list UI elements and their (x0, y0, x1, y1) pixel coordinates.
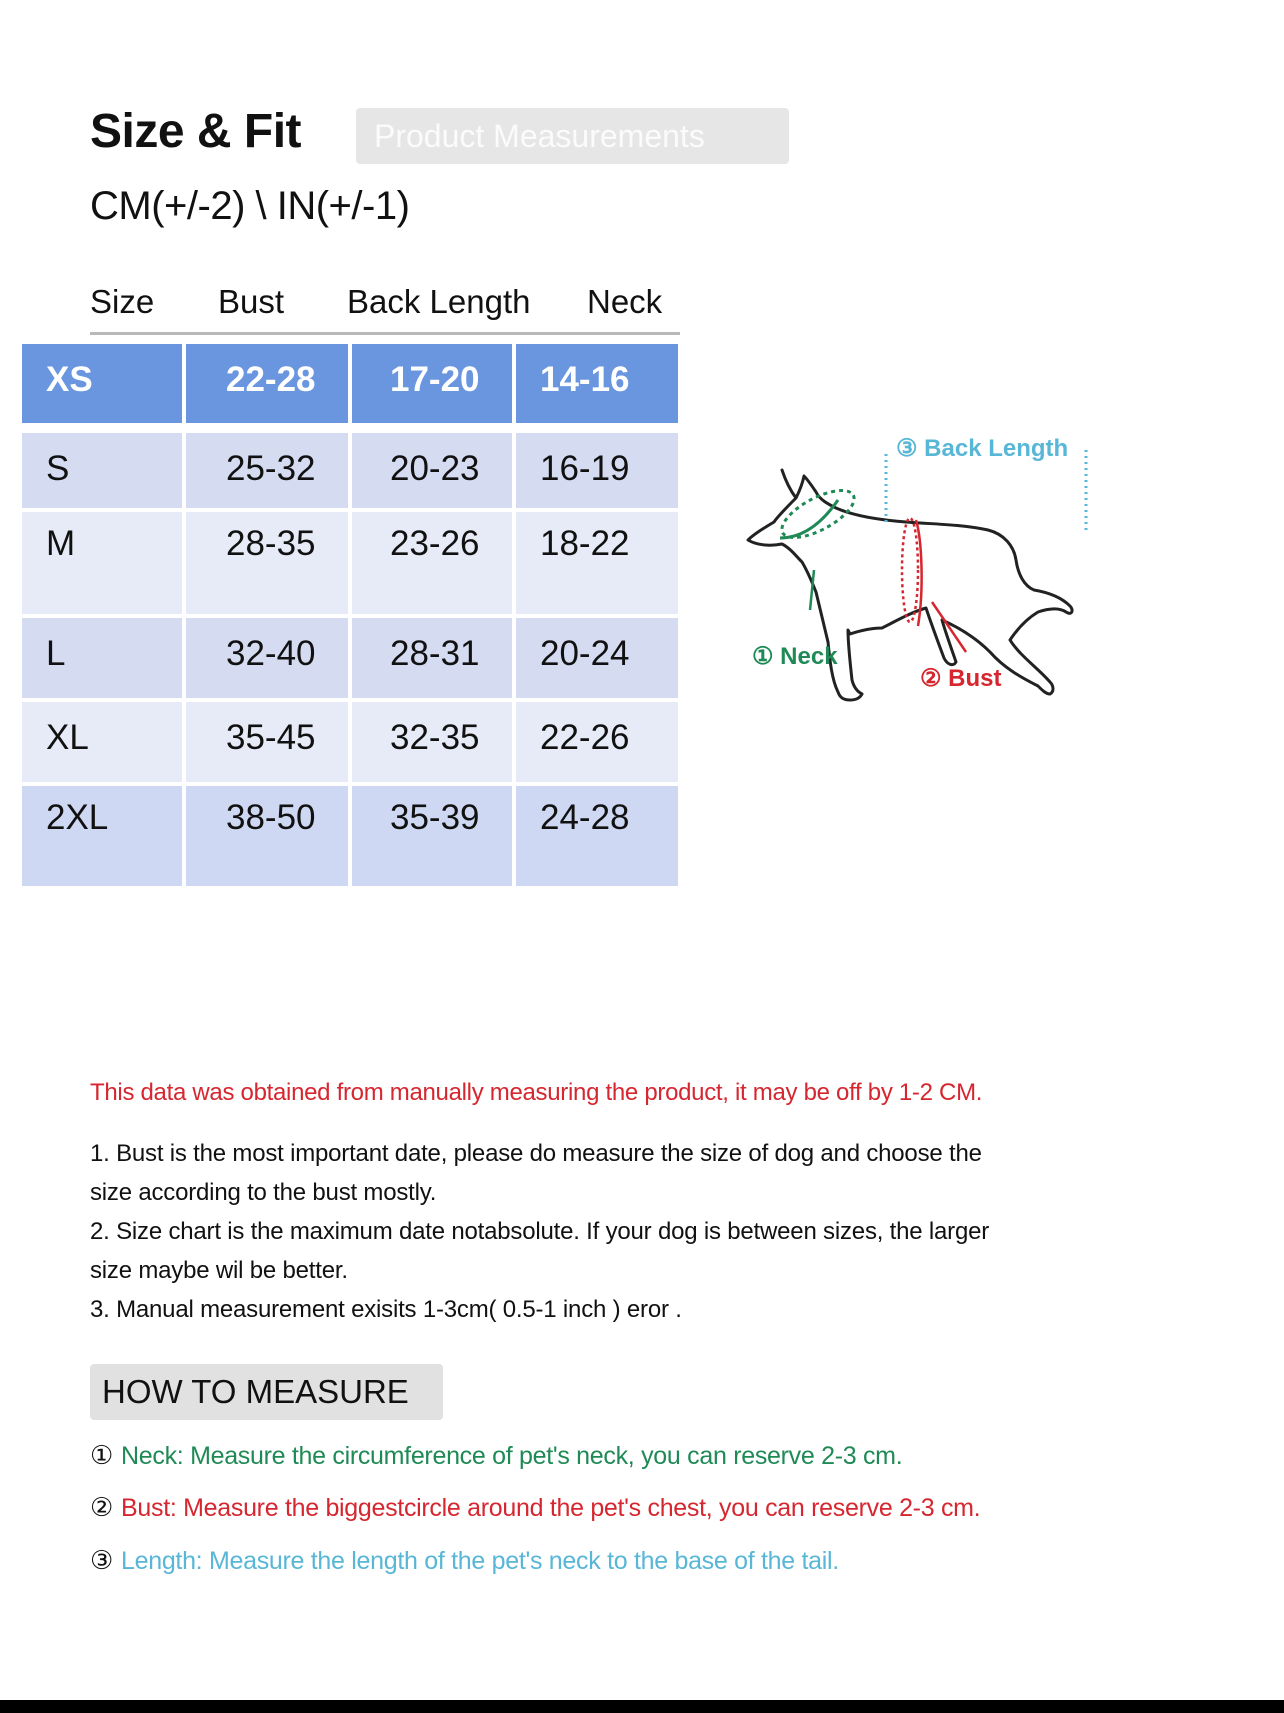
cell-back-length: 35-39 (352, 786, 512, 886)
cell-bust: 35-45 (186, 702, 348, 782)
header-divider (90, 332, 680, 335)
table-row (22, 512, 678, 614)
table-row (22, 344, 678, 423)
circled-two-icon: ② (90, 1492, 114, 1522)
cell-size: XS (22, 344, 182, 423)
cell-size: XL (22, 702, 182, 782)
cell-neck: 18-22 (516, 512, 678, 614)
circled-three-icon: ③ (90, 1545, 114, 1575)
bottom-bar (0, 1700, 1284, 1713)
cell-neck: 24-28 (516, 786, 678, 886)
column-header-bust: Bust (218, 283, 285, 320)
note-item: 1. Bust is the most important date, please do measure the size of dog and choose the size according to the bust mostly. (90, 1140, 982, 1206)
table-row (22, 702, 678, 782)
cell-size: L (22, 618, 182, 698)
cell-neck: 20-24 (516, 618, 678, 698)
note-item: 3. Manual measurement exisits 1-3cm( 0.5-1 inch ) eror . (90, 1296, 682, 1323)
measurement-notice: This data was obtained from manually measuring the product, it may be off by 1-2 CM. (90, 1079, 983, 1106)
neck-label: ① Neck (752, 643, 838, 670)
cell-back-length: 20-23 (352, 433, 512, 508)
cell-back-length: 23-26 (352, 512, 512, 614)
cell-back-length: 32-35 (352, 702, 512, 782)
cell-back-length: 28-31 (352, 618, 512, 698)
cell-neck: 14-16 (516, 344, 678, 423)
how-to-neck: ① Neck: Measure the circumference of pet's neck, you can reserve 2-3 cm. (90, 1440, 903, 1470)
column-header-size: Size (90, 283, 155, 320)
cell-size: M (22, 512, 182, 614)
cell-neck: 22-26 (516, 702, 678, 782)
how-to-length: ③ Length: Measure the length of the pet's neck to the base of the tail. (90, 1545, 839, 1575)
table-row (22, 433, 678, 508)
page-title: Size & Fit (90, 105, 302, 158)
cell-bust: 22-28 (186, 344, 348, 423)
bust-label: ② Bust (920, 665, 1002, 692)
back-length-label: ③ Back Length (896, 435, 1069, 462)
cell-size: S (22, 433, 182, 508)
notes-list (90, 1134, 1120, 1329)
cell-bust: 32-40 (186, 618, 348, 698)
how-to-bust: ② Bust: Measure the biggestcircle around the pet's chest, you can reserve 2-3 cm. (90, 1492, 981, 1522)
cell-bust: 38-50 (186, 786, 348, 886)
cell-neck: 16-19 (516, 433, 678, 508)
cell-bust: 25-32 (186, 433, 348, 508)
column-header-back-length: Back Length (347, 283, 531, 320)
table-row (22, 618, 678, 698)
cell-bust: 28-35 (186, 512, 348, 614)
units-note: CM(+/-2) \ IN(+/-1) (90, 184, 410, 228)
cell-back-length: 17-20 (352, 344, 512, 423)
table-row (22, 786, 678, 886)
dog-measurement-diagram (720, 430, 1180, 810)
note-item: 2. Size chart is the maximum date notabsolute. If your dog is between sizes, the larger size maybe wil be better. (90, 1218, 990, 1284)
cell-size: 2XL (22, 786, 182, 886)
circled-one-icon: ① (90, 1440, 114, 1470)
how-to-measure-heading: HOW TO MEASURE (90, 1364, 443, 1420)
product-measurements-badge: Product Measurements (356, 108, 789, 164)
column-header-neck: Neck (587, 283, 663, 320)
bust-measure-line (902, 518, 918, 622)
